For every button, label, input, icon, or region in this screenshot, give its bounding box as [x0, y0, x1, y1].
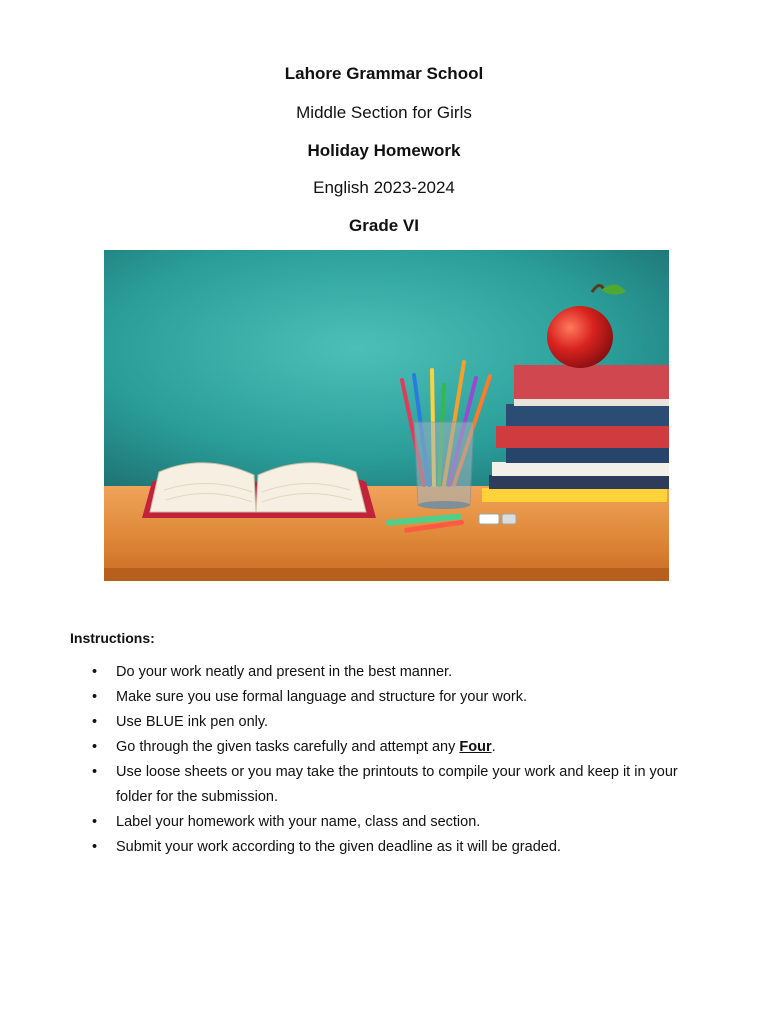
attempt-suffix: . — [491, 739, 496, 755]
grade-label: Grade VI — [349, 216, 419, 235]
bullet-icon: • — [92, 739, 98, 755]
instructions-list — [70, 660, 710, 860]
list-item: • Use loose sheets or you may take the printouts to compile your work and keep it in your folder for the submission. — [70, 760, 710, 810]
classroom-illustration — [104, 250, 669, 581]
school-name: Lahore Grammar School — [284, 64, 484, 83]
list-item: • Do your work neatly and present in the best manner. — [70, 660, 710, 685]
school-section: Middle Section for Girls — [296, 103, 472, 122]
bullet-icon: • — [92, 814, 98, 830]
subject-year: English 2023-2024 — [313, 178, 455, 197]
bullet-icon: • — [92, 714, 98, 730]
list-item: • Submit your work according to the given deadline as it will be graded. — [70, 835, 710, 860]
list-item — [70, 735, 710, 760]
bullet-icon: • — [92, 764, 98, 780]
list-item: • Label your homework with your name, class and section. — [70, 810, 710, 835]
list-item: • Make sure you use formal language and structure for your work. — [70, 685, 710, 710]
bullet-icon: • — [92, 689, 98, 705]
list-item: • Use BLUE ink pen only. — [70, 710, 710, 735]
attempt-prefix: Go through the given tasks carefully and attempt any — [116, 739, 460, 755]
instructions-heading: Instructions: — [70, 630, 155, 646]
bullet-icon: • — [92, 664, 98, 680]
document-title: Holiday Homework — [307, 141, 461, 160]
bullet-icon: • — [92, 839, 98, 855]
attempt-emphasis: Four — [459, 739, 492, 755]
